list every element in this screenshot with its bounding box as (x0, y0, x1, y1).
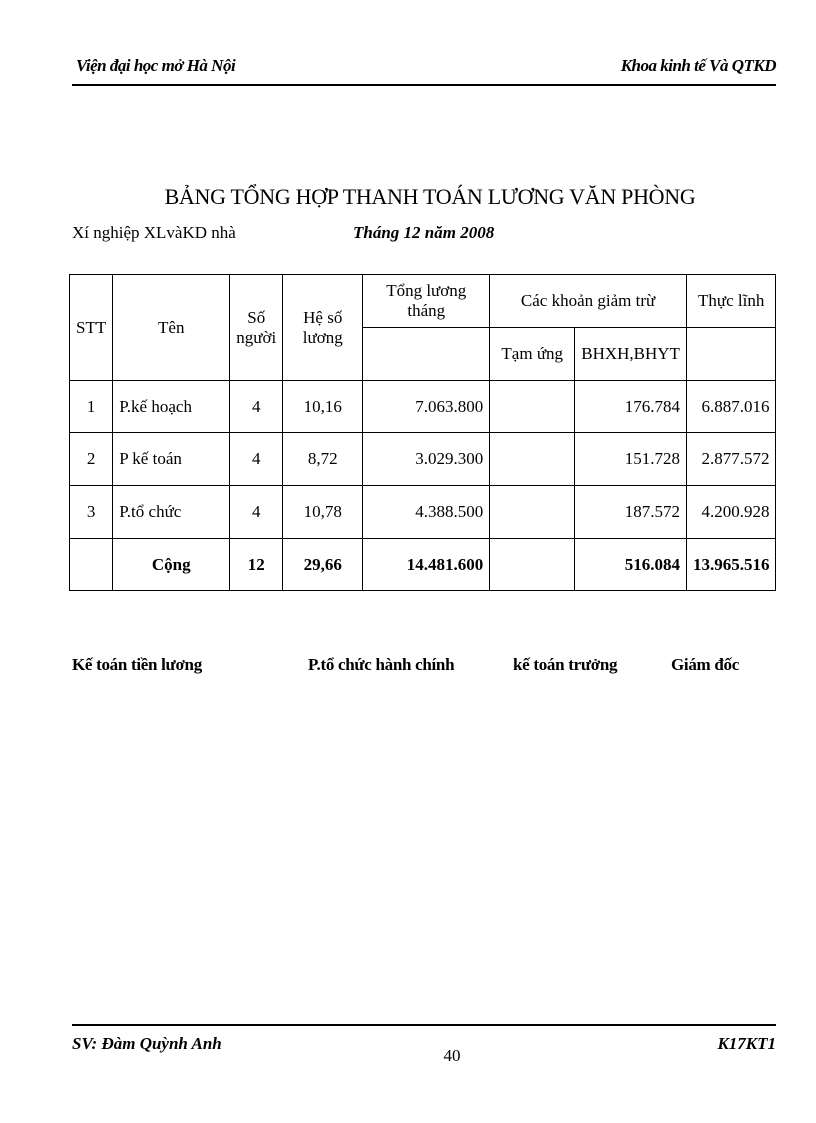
cell-he-so: 10,78 (283, 486, 363, 539)
footer-student: SV: Đàm Quỳnh Anh (72, 1034, 222, 1053)
signature-accountant-salary: Kế toán tiền lương (72, 655, 202, 674)
cell-stt: 2 (70, 433, 113, 486)
report-month: Tháng 12 năm 2008 (353, 223, 495, 242)
cell-he-so: 10,16 (283, 381, 363, 433)
salary-table (69, 274, 776, 591)
total-tong-luong: 14.481.600 (363, 539, 490, 591)
cell-so-nguoi: 4 (230, 486, 283, 539)
cell-empty (70, 539, 113, 591)
header-institution: Viện đại học mở Hà Nội (76, 56, 236, 75)
cell-bhxh: 151.728 (575, 433, 687, 486)
document-title: BẢNG TỔNG HỢP THANH TOÁN LƯƠNG VĂN PHÒNG (164, 184, 696, 209)
header-faculty: Khoa kinh tế Và QTKD (620, 56, 776, 75)
cell-tam-ung (490, 486, 575, 539)
total-row (70, 539, 776, 591)
table-row (70, 381, 776, 433)
cell-thuc-linh: 6.887.016 (686, 381, 776, 433)
total-so-nguoi: 12 (230, 539, 283, 591)
header-so-nguoi: Số người (230, 275, 283, 381)
cell-thuc-linh: 4.200.928 (686, 486, 776, 539)
cell-so-nguoi: 4 (230, 381, 283, 433)
header-tong-luong: Tổng lương tháng (363, 275, 490, 328)
header-empty-cell (363, 328, 490, 381)
table-row (70, 486, 776, 539)
total-he-so: 29,66 (283, 539, 363, 591)
header-ten: Tên (113, 275, 230, 381)
table-row (70, 433, 776, 486)
header-empty-cell (686, 328, 776, 381)
page-number: 40 (443, 1046, 461, 1065)
cell-thuc-linh: 2.877.572 (686, 433, 776, 486)
cell-bhxh: 176.784 (575, 381, 687, 433)
cell-tong-luong: 3.029.300 (363, 433, 490, 486)
header-he-so: Hệ số lương (283, 275, 363, 381)
cell-bhxh: 187.572 (575, 486, 687, 539)
header-stt: STT (70, 275, 113, 381)
cell-tong-luong: 4.388.500 (363, 486, 490, 539)
header-tam-ung: Tạm ứng (490, 328, 575, 381)
signature-admin-dept: P.tổ chức hành chính (308, 655, 455, 674)
cell-tam-ung (490, 433, 575, 486)
cell-stt: 3 (70, 486, 113, 539)
header-bhxh: BHXH,BHYT (575, 328, 687, 381)
total-tam-ung (490, 539, 575, 591)
cell-he-so: 8,72 (283, 433, 363, 486)
unit-name: Xí nghiệp XLvàKD nhà (72, 223, 236, 242)
signature-director: Giám đốc (671, 655, 739, 674)
cell-tong-luong: 7.063.800 (363, 381, 490, 433)
cell-ten: P kế toán (113, 433, 230, 486)
total-bhxh: 516.084 (575, 539, 687, 591)
cell-so-nguoi: 4 (230, 433, 283, 486)
cell-ten: P.kế hoạch (113, 381, 230, 433)
page-footer (72, 1024, 776, 1053)
cell-ten: P.tổ chức (113, 486, 230, 539)
signature-chief-accountant: kế toán trưởng (513, 655, 618, 674)
total-label: Cộng (113, 539, 230, 591)
total-thuc-linh: 13.965.516 (686, 539, 776, 591)
cell-stt: 1 (70, 381, 113, 433)
header-giam-tru: Các khoản giảm trừ (490, 275, 687, 328)
page-header (72, 50, 776, 86)
header-thuc-linh: Thực lĩnh (686, 275, 776, 328)
cell-tam-ung (490, 381, 575, 433)
footer-class: K17KT1 (717, 1034, 776, 1053)
